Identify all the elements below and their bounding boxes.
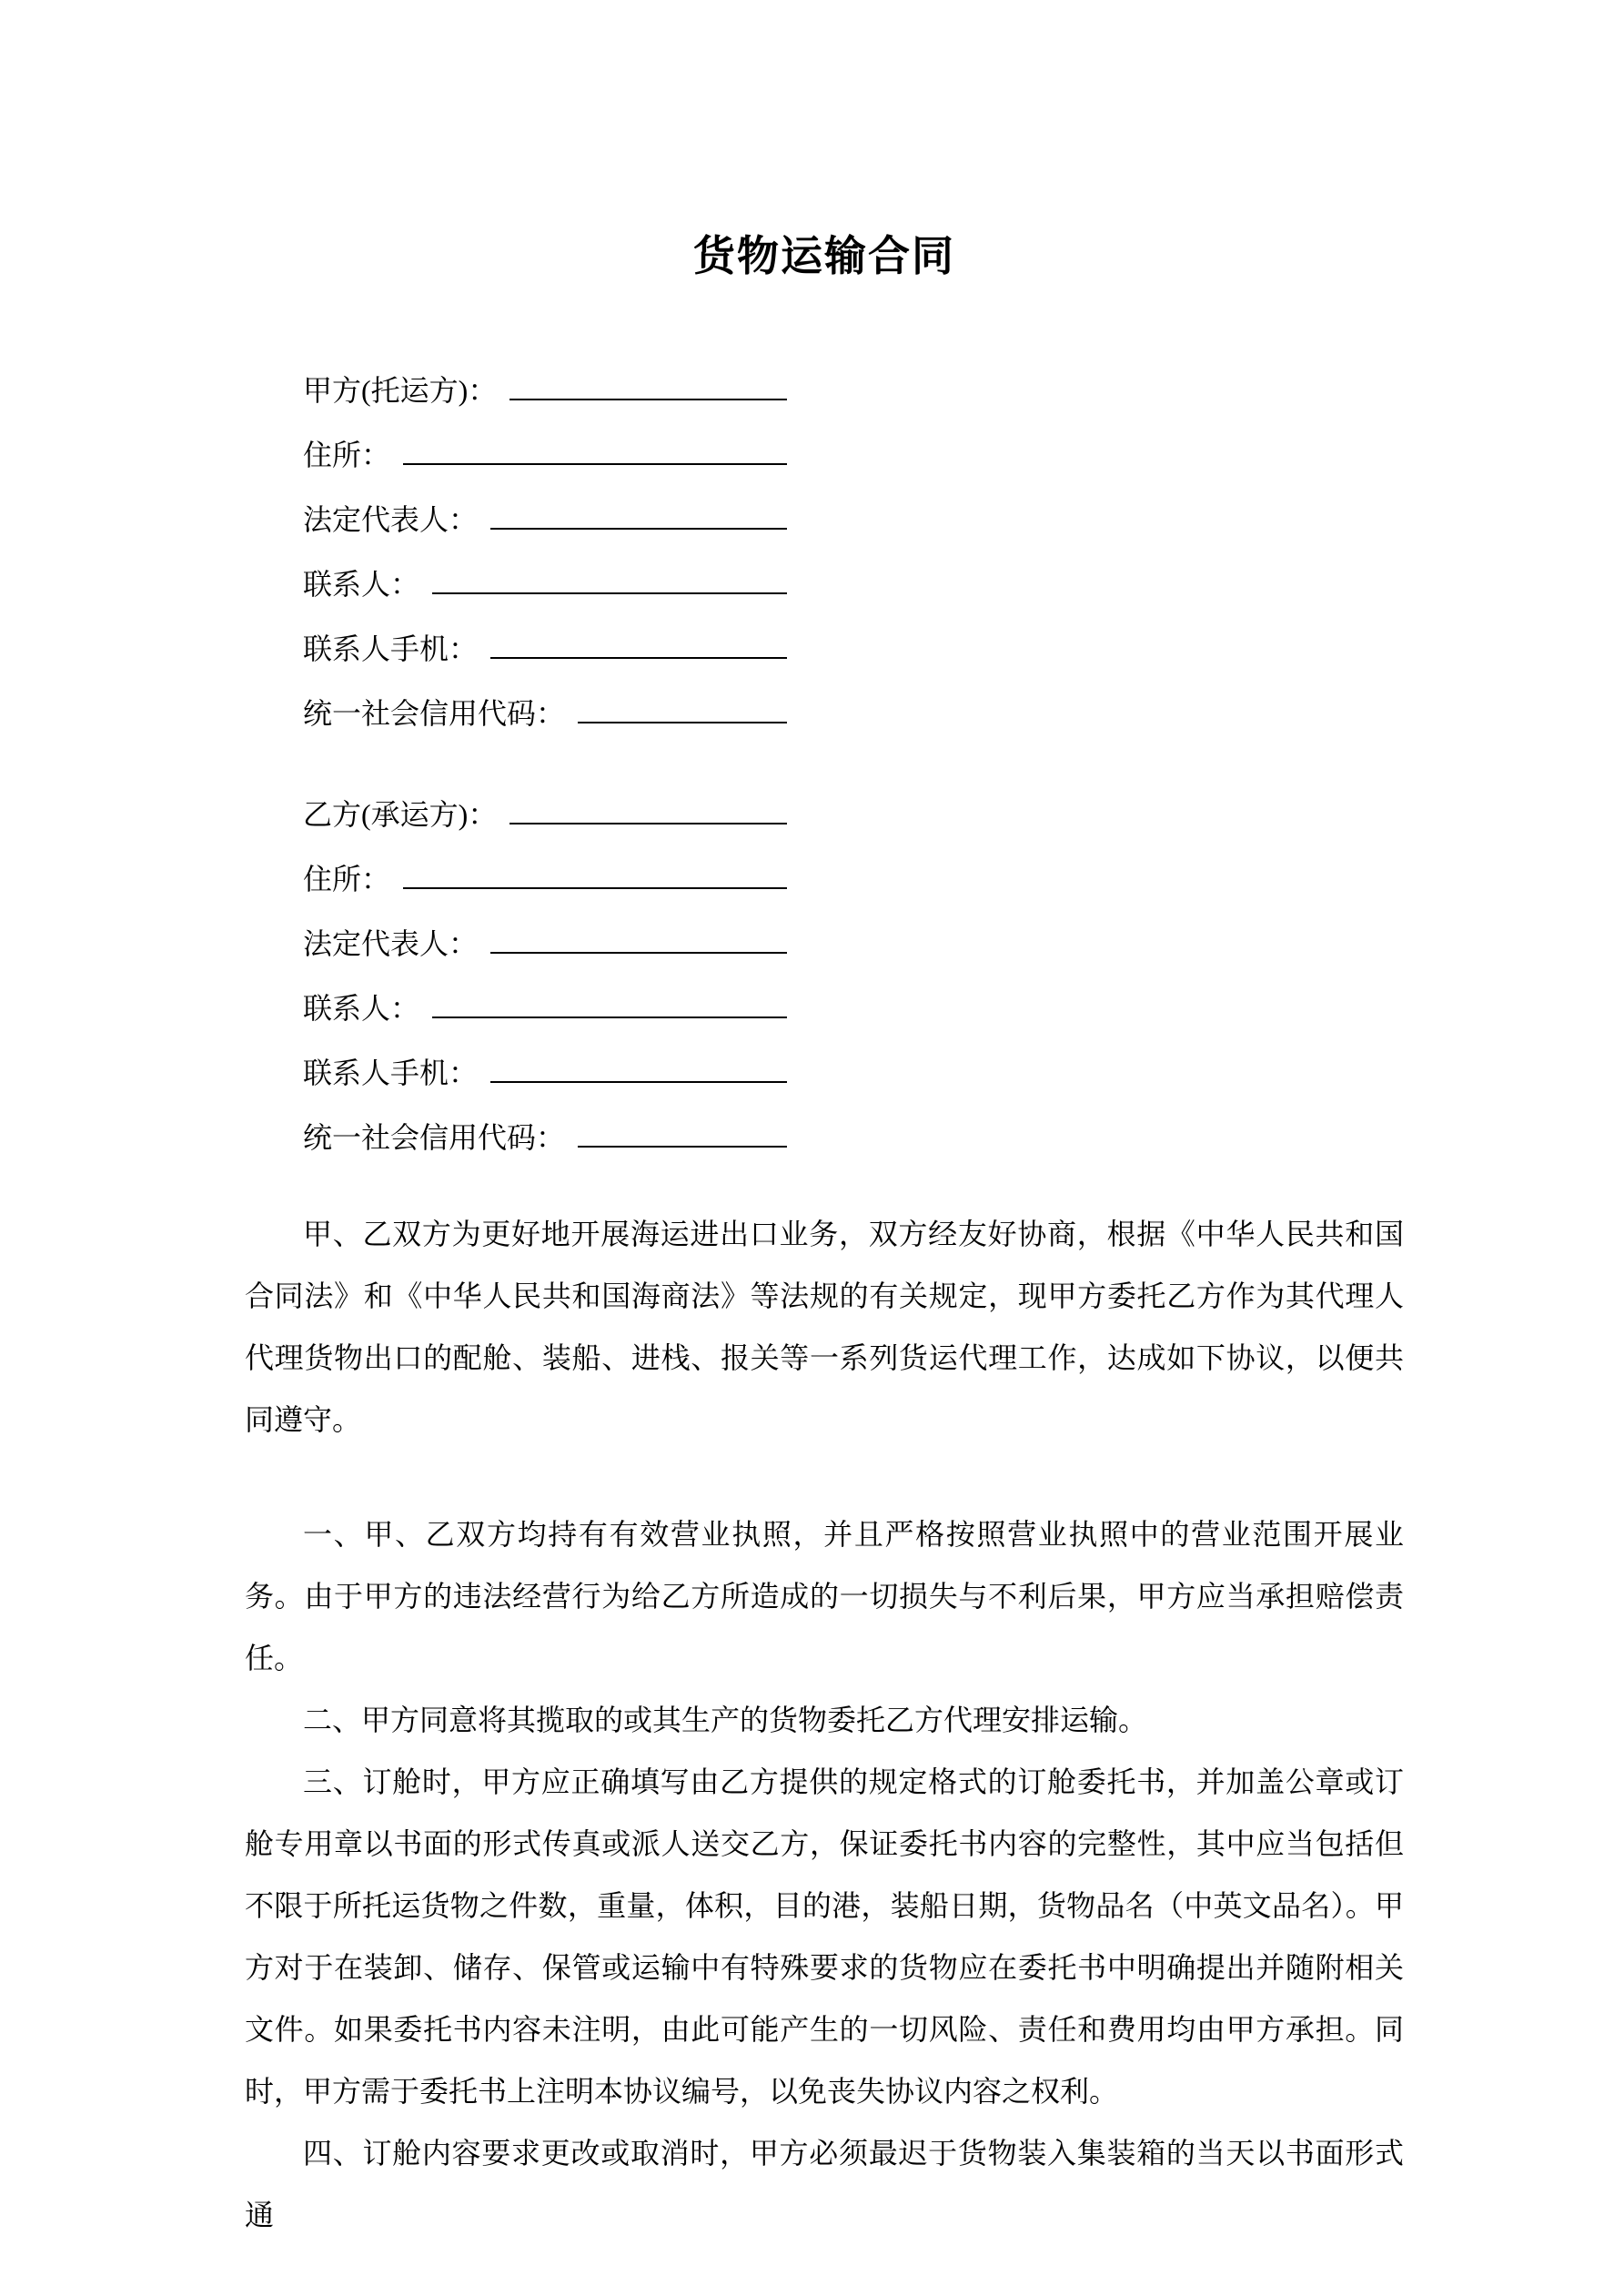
- field-label: 联系人手机：: [303, 632, 479, 665]
- field-blank-underline: [509, 399, 787, 400]
- field-blank-underline: [490, 1081, 787, 1083]
- party-a-fields: [245, 359, 1404, 746]
- clause-3: 三、订舱时，甲方应正确填写由乙方提供的规定格式的订舱委托书，并加盖公章或订舱专用章以书面的形式传真或派人送交乙方，保证委托书内容的完整性，其中应当包括但不限于所托运货物之件数，重量，体积，目的港，装船日期，货物品名（中英文品名）。甲方对于在装卸、储存、保管或运输中有特殊要求的货物应在委托书中明确提出并随附相关文件。如果委托书内容未注明，由此可能产生的一切风险、责任和费用均由甲方承担。同时，甲方需于委托书上注明本协议编号，以免丧失协议内容之权利。: [245, 1765, 1404, 2108]
- field-label: 住所：: [303, 439, 391, 471]
- field-blank-underline: [432, 1017, 787, 1018]
- document-title: 货物运输合同: [693, 233, 955, 279]
- field-label: 联系人：: [303, 568, 420, 601]
- field-row: [303, 912, 787, 976]
- clause-2: 二、甲方同意将其揽取的或其生产的货物委托乙方代理安排运输。: [303, 1704, 1148, 1736]
- field-row: [303, 552, 787, 617]
- field-blank-underline: [403, 463, 787, 465]
- field-row: [303, 1106, 787, 1170]
- field-label: 甲方(托运方)：: [303, 374, 498, 407]
- field-label: 住所：: [303, 863, 391, 895]
- field-row: [303, 976, 787, 1041]
- field-blank-underline: [432, 592, 787, 594]
- field-row: [303, 783, 787, 847]
- field-blank-underline: [490, 952, 787, 954]
- field-row: [303, 617, 787, 682]
- field-row: [303, 488, 787, 552]
- clause-4-truncated: 四、订舱内容要求更改或取消时，甲方必须最迟于货物装入集装箱的当天以书面形式通: [245, 2137, 1404, 2231]
- field-blank-underline: [578, 1146, 787, 1148]
- field-blank-underline: [509, 823, 787, 824]
- field-blank-underline: [490, 528, 787, 530]
- field-label: 联系人：: [303, 992, 420, 1025]
- party-b-fields: [245, 783, 1404, 1170]
- field-label: 法定代表人：: [303, 503, 479, 536]
- field-row: [303, 847, 787, 912]
- intro-paragraph: 甲、乙双方为更好地开展海运进出口业务，双方经友好协商，根据《中华人民共和国合同法》和《中华人民共和国海商法》等法规的有关规定，现甲方委托乙方作为其代理人代理货物出口的配舱、装船、进栈、报关等一系列货运代理工作，达成如下协议，以便共同遵守。: [245, 1218, 1404, 1436]
- field-label: 统一社会信用代码：: [303, 697, 566, 730]
- field-blank-underline: [403, 887, 787, 889]
- field-blank-underline: [578, 722, 787, 723]
- field-row: [303, 1041, 787, 1106]
- field-label: 统一社会信用代码：: [303, 1121, 566, 1154]
- field-row: [303, 423, 787, 488]
- field-row: [303, 682, 787, 746]
- field-row: [303, 359, 787, 423]
- clause-1: 一、甲、乙双方均持有有效营业执照，并且严格按照营业执照中的营业范围开展业务。由于甲方的违法经营行为给乙方所造成的一切损失与不利后果，甲方应当承担赔偿责任。: [245, 1518, 1404, 1674]
- field-label: 联系人手机：: [303, 1057, 479, 1089]
- field-label: 乙方(承运方)：: [303, 798, 498, 831]
- field-blank-underline: [490, 657, 787, 659]
- field-label: 法定代表人：: [303, 927, 479, 960]
